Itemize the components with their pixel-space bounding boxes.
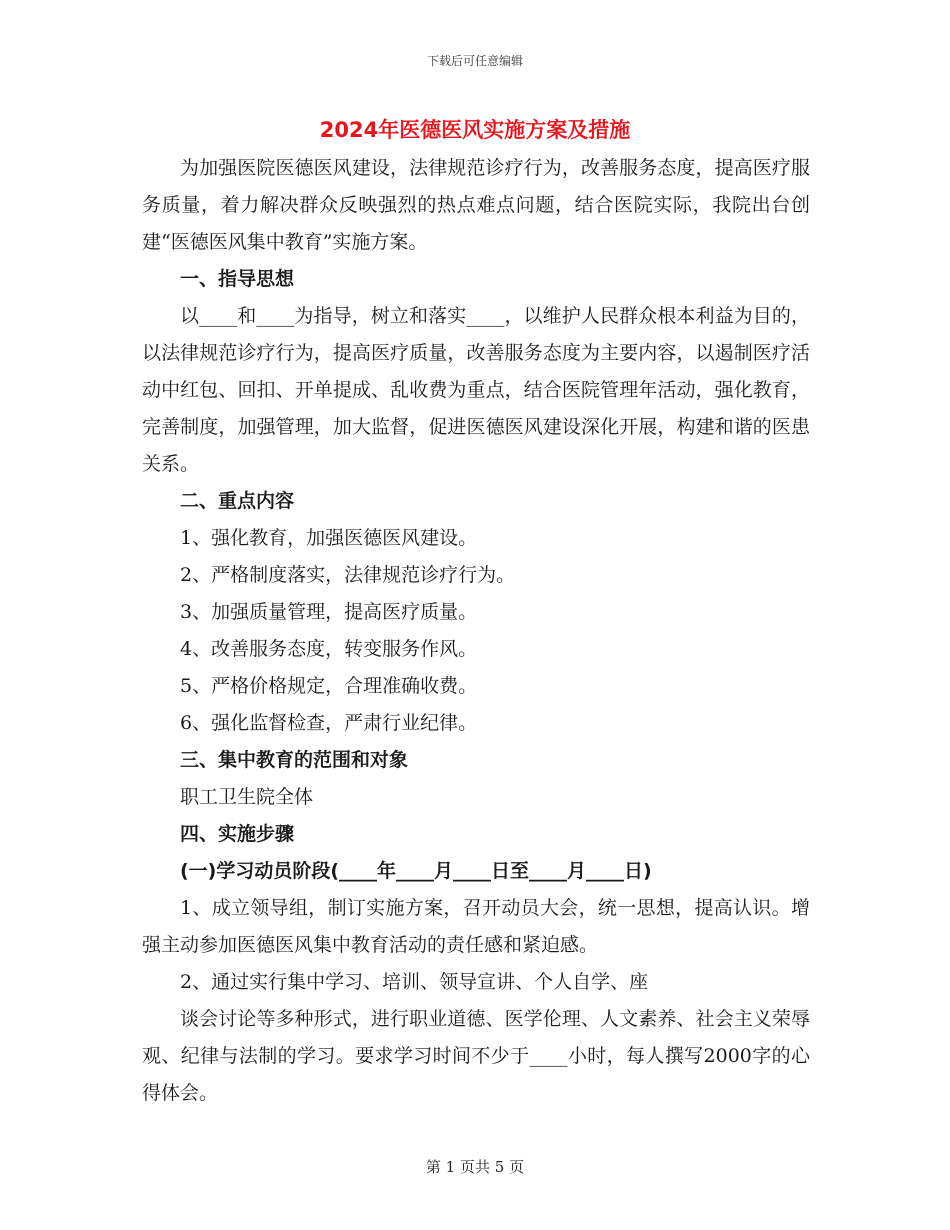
document-body (142, 150, 810, 1112)
key-content-item: 5、严格价格规定，合理准确收费。 (180, 675, 478, 697)
intro-paragraph: 为加强医院医德医风建设，法律规范诊疗行为，改善服务态度，提高医疗服务质量，着力解决群众反映强烈的热点难点问题，结合医院实际，我院出台创建“医德医风集中教育”实施方案。 (142, 157, 810, 253)
section-heading-scope: 三、集中教育的范围和对象 (180, 749, 409, 771)
document-title: 2024年医德医风实施方案及措施 (319, 118, 631, 142)
key-content-item: 4、改善服务态度，转变服务作风。 (180, 638, 478, 660)
section-heading-key-content: 二、重点内容 (180, 490, 295, 512)
scope-paragraph: 职工卫生院全体 (180, 786, 314, 808)
key-content-item: 6、强化监督检查，严肃行业纪律。 (180, 712, 478, 734)
page-footer: 第 1 页共 5 页 (425, 1158, 525, 1176)
key-content-item: 2、严格制度落实，法律规范诊疗行为。 (180, 564, 516, 586)
key-content-item: 1、强化教育，加强医德医风建设。 (180, 527, 478, 549)
phase-heading-study-mobilization: (一)学习动员阶段(____年____月____日至____月____日) (180, 860, 652, 882)
section-heading-steps: 四、实施步骤 (180, 823, 295, 845)
key-content-item: 3、加强质量管理，提高医疗质量。 (180, 601, 478, 623)
section-heading-guiding-ideology: 一、指导思想 (180, 268, 295, 290)
page-header: 下载后可任意编辑 (426, 54, 523, 68)
steps-paragraph-2: 2、通过实行集中学习、培训、领导宣讲、个人自学、座 (180, 971, 649, 993)
steps-paragraph-3: 谈会讨论等多种形式，进行职业道德、医学伦理、人文素养、社会主义荣辱观、纪律与法制的学习。要求学习时间不少于____小时，每人撰写2000字的心得体会。 (142, 1008, 810, 1104)
guiding-ideology-paragraph: 以____和____为指导，树立和落实____，以维护人民群众根本利益为目的，以法律规范诊疗行为，提高医疗质量，改善服务态度为主要内容，以遏制医疗活动中红包、回扣、开单提成、乱收费为重点，结合医院管理年活动，强化教育，完善制度，加强管理，加大监督，促进医德医风建设深化开展，构建和谐的医患关系。 (142, 305, 810, 475)
steps-paragraph-1: 1、成立领导组，制订实施方案，召开动员大会，统一思想，提高认识。增强主动参加医德医风集中教育活动的责任感和紧迫感。 (142, 897, 810, 956)
